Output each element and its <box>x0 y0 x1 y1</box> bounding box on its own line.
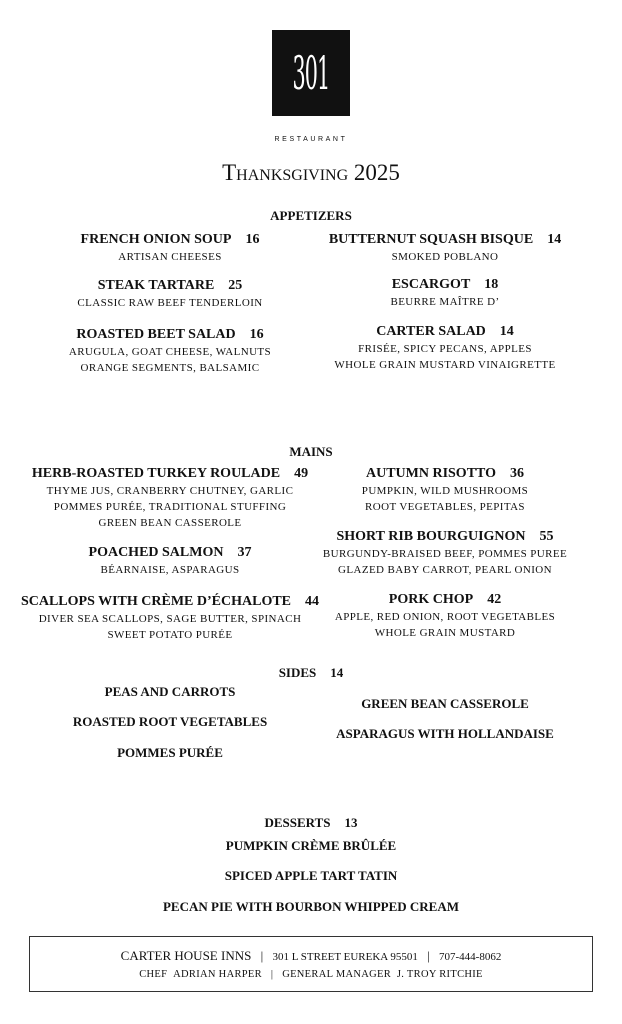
mains-heading: MAINS <box>289 444 333 459</box>
item-price: 25 <box>228 278 243 293</box>
menu-item <box>300 276 590 310</box>
item-price: 49 <box>294 466 309 481</box>
item-name: FRENCH ONION SOUP <box>80 232 232 247</box>
item-desc: GREEN BEAN CASSEROLE <box>98 517 242 529</box>
footer-separator: | <box>260 948 264 963</box>
item-name: ESCARGOT <box>391 277 471 292</box>
title-year: 2025 <box>353 160 400 185</box>
item-name: CARTER SALAD <box>376 324 486 339</box>
item-desc: ARUGULA, GOAT CHEESE, WALNUTS <box>68 346 272 358</box>
item-price: 36 <box>510 466 525 481</box>
item-name: HERB-ROASTED TURKEY ROULADE <box>31 466 281 481</box>
item-desc: BEURRE MAÎTRE D’ <box>390 296 500 308</box>
item-name: SCALLOPS WITH CRÈME D’ÉCHALOTE <box>20 594 292 609</box>
item-price: 55 <box>539 529 554 544</box>
desserts-price: 13 <box>344 815 358 830</box>
item-desc: GLAZED BABY CARROT, PEARL ONION <box>338 564 552 576</box>
footer-company: CARTER HOUSE INNS <box>120 948 252 963</box>
title-word: hanksgiving <box>236 160 349 185</box>
item-price: 14 <box>499 324 514 339</box>
footer-separator: | <box>427 948 430 963</box>
menu-item <box>20 231 320 265</box>
item-name: POACHED SALMON <box>88 545 224 560</box>
sides-label: SIDES <box>278 665 317 680</box>
menu-item <box>300 323 590 373</box>
item-desc: PUMPKIN, WILD MUSHROOMS <box>361 485 529 497</box>
sides-price: 14 <box>330 665 344 680</box>
item-desc: ORANGE SEGMENTS, BALSAMIC <box>80 362 260 374</box>
side-item: ASPARAGUS WITH HOLLANDAISE <box>336 726 554 741</box>
menu-item <box>300 231 590 265</box>
item-desc: SWEET POTATO PURÉE <box>107 629 233 641</box>
desserts-heading <box>0 815 622 831</box>
logo-number: 301 <box>292 46 330 100</box>
item-name: PORK CHOP <box>388 592 474 607</box>
item-name: ROASTED BEET SALAD <box>76 327 236 342</box>
menu-item <box>20 326 320 376</box>
menu-title <box>0 160 622 186</box>
item-desc: APPLE, RED ONION, ROOT VEGETABLES <box>334 611 556 623</box>
dessert-item: PUMPKIN CRÈME BRÛLÉE <box>225 838 397 853</box>
item-name: STEAK TARTARE <box>97 278 215 293</box>
item-name: BUTTERNUT SQUASH BISQUE <box>328 232 534 247</box>
item-price: 18 <box>484 277 499 292</box>
side-item: PEAS AND CARROTS <box>104 684 236 699</box>
item-desc: POMMES PURÉE, TRADITIONAL STUFFING <box>53 501 287 513</box>
gm-name: J. TROY RITCHIE <box>396 969 483 980</box>
menu-item <box>20 465 320 531</box>
title-initial: T <box>222 160 237 185</box>
item-price: 16 <box>245 232 260 247</box>
footer-box <box>29 936 593 992</box>
footer-phone: 707-444-8062 <box>439 951 502 963</box>
footer-separator: | <box>270 969 274 980</box>
item-desc: BÉARNAISE, ASPARAGUS <box>100 564 240 576</box>
item-name: AUTUMN RISOTTO <box>365 466 497 481</box>
menu-item <box>20 544 320 578</box>
item-desc: DIVER SEA SCALLOPS, SAGE BUTTER, SPINACH <box>38 613 302 625</box>
item-price: 16 <box>249 327 264 342</box>
side-item: POMMES PURÉE <box>117 745 223 760</box>
chef-label: CHEF <box>139 969 168 980</box>
menu-item <box>300 465 590 515</box>
menu-item <box>20 277 320 311</box>
menu-item <box>300 591 590 641</box>
item-desc: WHOLE GRAIN MUSTARD VINAIGRETTE <box>334 359 556 371</box>
appetizers-heading: APPETIZERS <box>270 208 352 223</box>
menu-item <box>20 593 320 643</box>
chef-name: ADRIAN HARPER <box>173 969 262 980</box>
item-name: SHORT RIB BOURGUIGNON <box>336 529 526 544</box>
restaurant-logo <box>272 30 350 116</box>
side-item: ROASTED ROOT VEGETABLES <box>72 714 268 729</box>
item-desc: ARTISAN CHEESES <box>118 251 222 263</box>
logo-subtitle: RESTAURANT <box>274 136 348 143</box>
item-desc: ROOT VEGETABLES, PEPITAS <box>365 501 525 513</box>
item-desc: SMOKED POBLANO <box>391 251 499 263</box>
gm-label: GENERAL MANAGER <box>282 969 392 980</box>
item-price: 42 <box>487 592 502 607</box>
item-desc: THYME JUS, CRANBERRY CHUTNEY, GARLIC <box>46 485 294 497</box>
menu-item <box>300 528 590 578</box>
dessert-item: SPICED APPLE TART TATIN <box>224 868 398 883</box>
item-price: 37 <box>237 545 252 560</box>
item-price: 44 <box>305 594 320 609</box>
side-item: GREEN BEAN CASSEROLE <box>361 696 529 711</box>
desserts-label: DESSERTS <box>264 815 331 830</box>
item-desc: BURGUNDY-BRAISED BEEF, POMMES PUREE <box>322 548 568 560</box>
item-desc: WHOLE GRAIN MUSTARD <box>374 627 516 639</box>
item-price: 14 <box>547 232 562 247</box>
footer-address: 301 L STREET EUREKA 95501 <box>272 951 418 963</box>
dessert-item: PECAN PIE WITH BOURBON WHIPPED CREAM <box>162 899 460 914</box>
item-desc: CLASSIC RAW BEEF TENDERLOIN <box>77 297 263 309</box>
item-desc: FRISÉE, SPICY PECANS, APPLES <box>358 343 532 355</box>
sides-heading <box>0 665 622 681</box>
